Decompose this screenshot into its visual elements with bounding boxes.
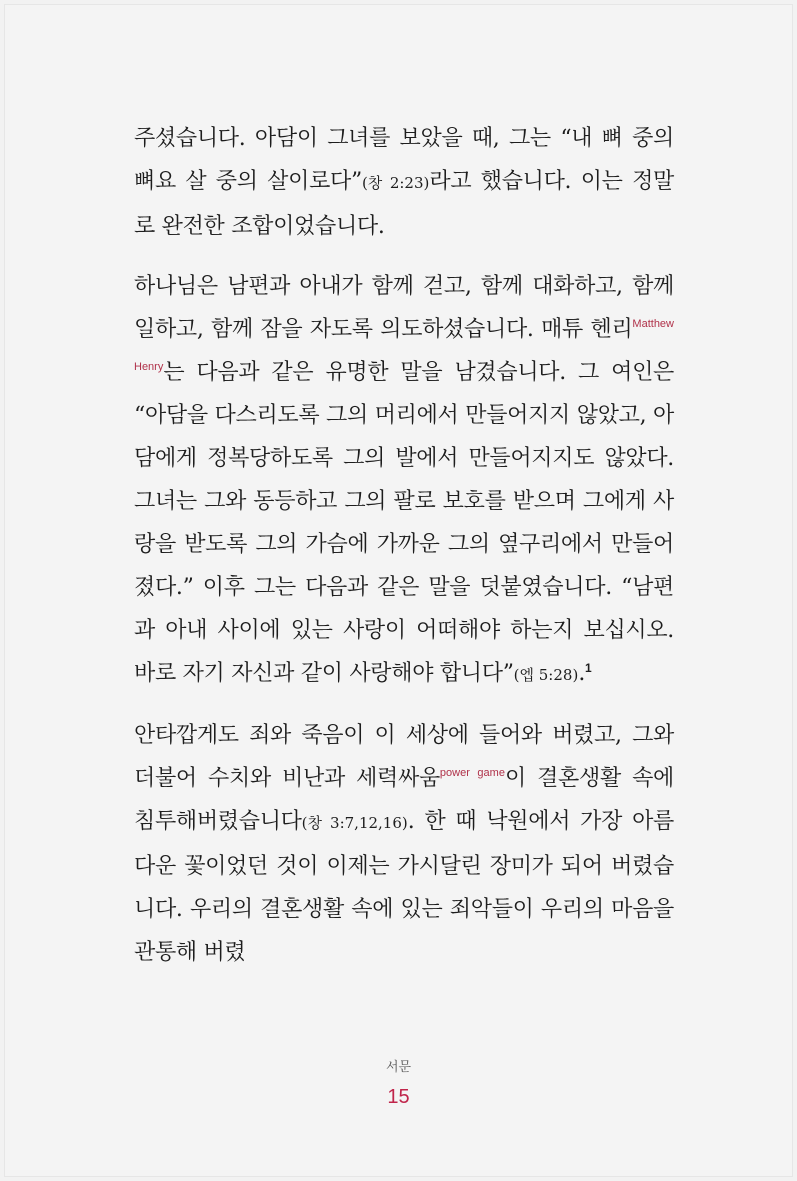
running-footer-section: 서문 [385,1060,412,1075]
paragraph-1-text-2: 라고 했습니다. 이는 정말로 완전한 조합이었습니다. [134,169,674,239]
english-gloss-matthew-henry: Matthew Henry [134,318,674,373]
footnote-marker[interactable]: 1 [585,661,592,675]
body-text [134,117,674,991]
paragraph-3 [134,714,674,974]
paragraph-2-text-1: 하나님은 남편과 아내가 함께 걷고, 함께 대화하고, 함께 일하고, 함께 잠을 자도록 의도하셨습니다. 매튜 헨리 [134,274,674,342]
scripture-reference: (창 3:7,12,16) [301,814,408,832]
scripture-reference: (창 2:23) [361,174,430,192]
paragraph-2-text-2: 는 다음과 같은 유명한 말을 남겼습니다. 그 여인은 “아담을 다스리도록 그의 머리에서 만들어지지 않았고, 아담에게 정복당하도록 그의 발에서 만들어지지도 않았다. 그녀는 그와 동등하고 그의 팔로 보호를 받으며 그에게 사랑을 받도록 그의 가슴에 가까운 그의 옆구리에서 만들어졌다.” 이후 그는 다음과 같은 말을 덧붙였습니다. “남편과 아내 사이에 있는 사랑이 어떠해야 하는지 보십시오. 바로 자기 자신과 같이 사랑해야 합니다” [134,360,674,686]
paragraph-1-text-1: 주셨습니다. 아담이 그녀를 보았을 때, 그는 “내 뼈 중의 뼈요 살 중의 살이로다” [134,126,674,194]
scripture-reference: (엡 5:28) [513,666,579,684]
english-gloss-power-game: power game [439,767,505,779]
paragraph-3-text-2: 이 결혼생활 속에 침투해버렸습니다 [134,766,674,834]
paragraph-1 [134,117,674,248]
paragraph-3-text-1: 안타깝게도 죄와 죽음이 이 세상에 들어와 버렸고, 그와 더불어 수치와 비난과 세력싸움 [134,723,674,791]
paragraph-3-text-3: . 한 때 낙원에서 가장 아름다운 꽃이었던 것이 이제는 가시달린 장미가 되어 버렸습니다. 우리의 결혼생활 속에 있는 죄악들이 우리의 마음을 관통해 버렸 [134,809,674,965]
page-number: 15 [387,1086,410,1108]
paragraph-2-text-3: . [578,661,586,686]
paragraph-2 [134,265,674,697]
